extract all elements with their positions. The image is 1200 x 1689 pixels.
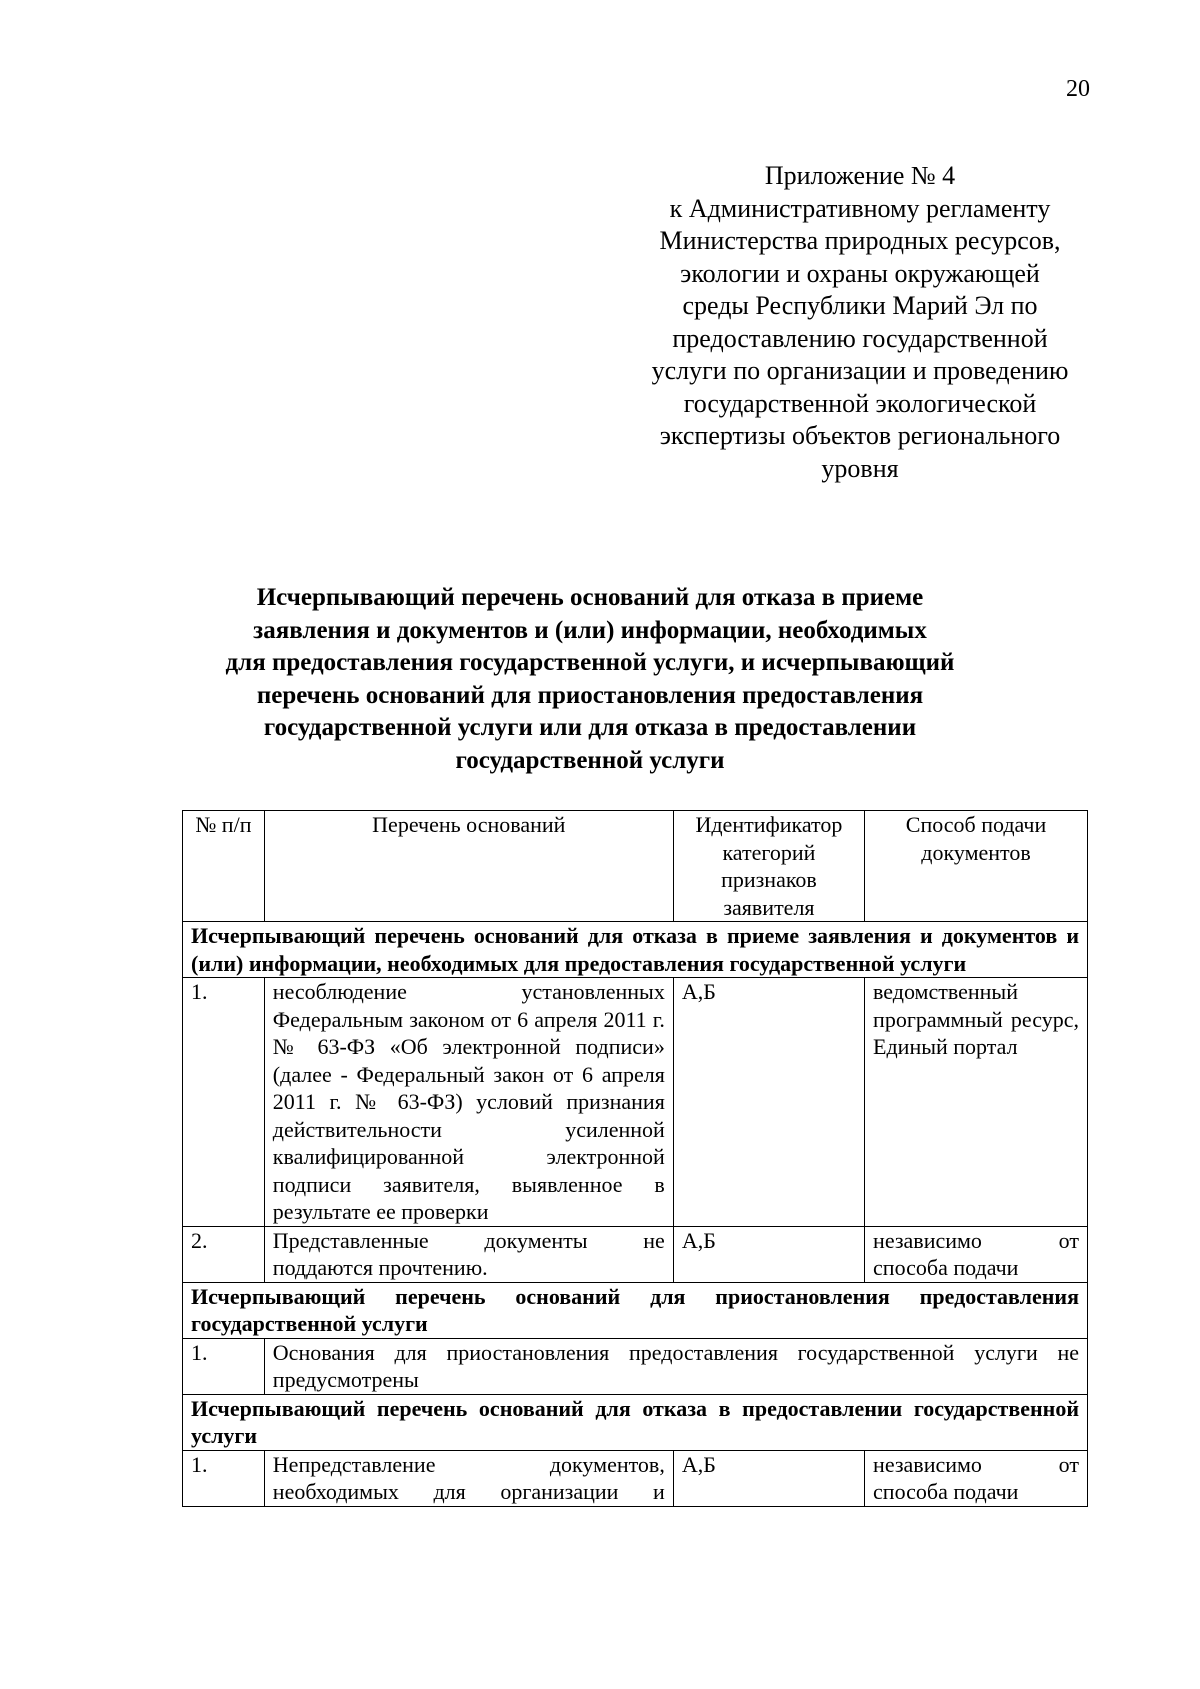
appendix-line: предоставлению государственной [672,323,1048,353]
title-line: перечень оснований для приостановления предоставления [256,681,924,709]
title-line: Исчерпывающий перечень оснований для отказа в приеме [256,584,924,611]
appendix-line: среды Республики Марий Эл по [682,291,1038,320]
appendix-line: государственной экологической [683,388,1037,418]
appendix-line: Приложение № 4 [764,161,956,190]
appendix-line: экспертизы объектов регионального [659,421,1061,450]
appendix-header [620,160,1100,485]
table-row [183,978,1088,1227]
row-reason: Представленные документы не поддаются прочтению. [264,1226,673,1282]
section-title: Исчерпывающий перечень оснований для отказа в приеме заявления и документов и (или) информации, необходимых для предоставления государственной услуги [183,922,1088,978]
section-title: Исчерпывающий перечень оснований для отказа в предоставлении государственной услуги [183,1394,1088,1450]
row-num: 1. [183,978,265,1227]
appendix-line: к Административному регламенту [669,193,1051,223]
title-line: государственной услуги [455,746,725,774]
appendix-line: экологии и охраны окружающей [680,258,1040,288]
row-reason: Основания для приостановления предоставления государственной услуги не предусмотрены [264,1338,1087,1394]
header-method: Способ подачи документов [865,811,1088,922]
header-identifier: Идентификатор категорий признаков заявителя [673,811,864,922]
row-method: ведомственный программный ресурс, Единый портал [865,978,1088,1227]
row-reason: несоблюдение установленных Федеральным законом от 6 апреля 2011 г. № 63-ФЗ «Об электронной подписи» (далее - Федеральный закон от 6 апреля 2011 г. № 63-ФЗ) условий признания действительности усиленной квалифицированной электронной подписи заявителя, выявленное в результате ее проверки [264,978,673,1227]
header-num: № п/п [183,811,265,922]
title-line: для предоставления государственной услуги, и исчерпывающий [225,649,955,676]
row-identifier: А,Б [673,1450,864,1506]
grounds-table [182,810,1088,1507]
header-reasons: Перечень оснований [264,811,673,922]
row-identifier: А,Б [673,978,864,1227]
title-line: государственной услуги или для отказа в предоставлении [263,714,917,741]
row-num: 1. [183,1338,265,1394]
table-row [183,1226,1088,1282]
section-row [183,1394,1088,1450]
row-method: независимо от способа подачи [865,1450,1088,1506]
row-method: независимо от способа подачи [865,1226,1088,1282]
row-reason: Непредставление документов, необходимых для организации и [264,1450,673,1506]
row-num: 1. [183,1450,265,1506]
document-title [160,582,1020,777]
appendix-line: уровня [821,453,899,483]
section-row [183,922,1088,978]
page-number: 20 [1066,76,1090,102]
appendix-line: Министерства природных ресурсов, [659,226,1061,255]
table-row [183,1338,1088,1394]
section-title: Исчерпывающий перечень оснований для приостановления предоставления государственной услуги [183,1282,1088,1338]
table-row [183,1450,1088,1506]
row-num: 2. [183,1226,265,1282]
appendix-line: услуги по организации и проведению [651,356,1069,385]
table-header-row [183,811,1088,922]
section-row [183,1282,1088,1338]
title-line: заявления и документов и (или) информации, необходимых [253,616,927,644]
row-identifier: А,Б [673,1226,864,1282]
